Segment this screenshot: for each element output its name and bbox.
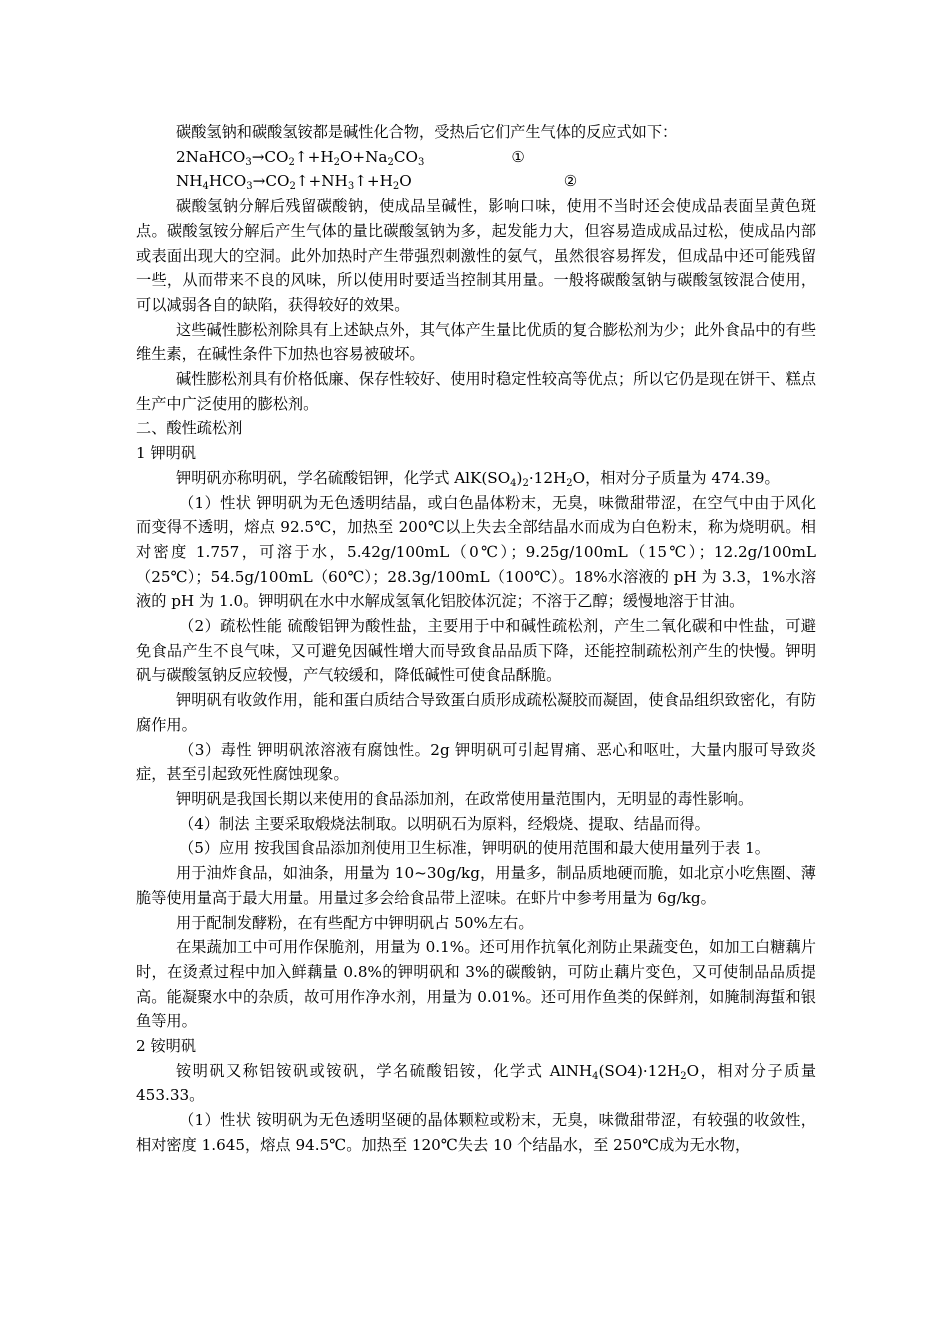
body-paragraph: （2）疏松性能 硫酸铝钾为酸性盐，主要用于中和碱性疏松剂，产生二氧化碳和中性盐，可避免食品产生不良气味，又可避免因碱性增大而导致食品品质下降，还能控制疏松剂产生的快慢。钾明矾与碳酸氢钠反应较慢，产气较缓和，降低碱性可使食品酥脆。 <box>136 617 816 685</box>
body-paragraph: 铵明矾又称铝铵矾或铵矾，学名硫酸铝铵，化学式 $AlNH_4(SO4)\cdot 12H_2O$，相对分子质量 453.33。 <box>136 1061 817 1105</box>
body-paragraph: 这些碱性膨松剂除具有上述缺点外，其气体产生量比优质的复合膨松剂为少；此外食品中的有些维生素，在碱性条件下加热也容易被破坏。 <box>136 320 816 364</box>
equation-1-formula: $2NaHCO_3\to CO_2↑+H_2O+Na_2CO_3$ <box>176 147 425 168</box>
equation-2 <box>136 169 816 194</box>
body-paragraph: （5）应用 按我国食品添加剂使用卫生标准，钾明矾的使用范围和最大使用量列于表 1。 <box>179 839 770 858</box>
body-paragraph: 钾明矾有收敛作用，能和蛋白质结合导致蛋白质形成疏松凝胶而凝固，使食品组织致密化，有防腐作用。 <box>136 691 816 734</box>
body-paragraph: 用于配制发酵粉，在有些配方中钾明矾占 50%左右。 <box>176 913 534 932</box>
body-paragraph: 在果蔬加工中可用作保脆剂，用量为 0.1%。还可用作抗氧化剂防止果蔬变色，如加工白糖藕片时，在烫煮过程中加入鲜藕量 0.8%的钾明矾和 3%的碳酸钠，可防止藕片变色，又可使制品品质提高。能凝聚水中的杂质，故可用作净水剂，用量为 0.01%。还可用作鱼类的保鲜剂，如腌制海蜇和银鱼等用。 <box>136 938 816 1031</box>
body-paragraph: （1）性状 钾明矾为无色透明结晶，或白色晶体粉末，无臭，味微甜带涩，在空气中由于风化而变得不透明，熔点 92.5℃，加热至 200℃以上失去全部结晶水而成为白色粉末，称为烧明矾。相对密度 1.757，可溶于水，5.42g/100mL（0℃）；9.25g/100mL（15℃）；12.2g/100mL（25℃）；54.5g/100mL（60℃）；28.3g/100mL（100℃）。18%水溶液的 pH 为 3.3，1%水溶液的 pH 为 1.0。钾明矾在水中水解成氢氧化铝胶体沉淀；不溶于乙醇；缓慢地溶于甘油。 <box>136 493 816 611</box>
equation-1 <box>136 145 816 170</box>
body-paragraph: 用于油炸食品，如油条，用量为 10~30g/kg，用量多，制品质地硬而脆，如北京小吃焦圈、薄脆等使用量高于最大用量。用量过多会给食品带上涩味。在虾片中参考用量为 6g/kg。 <box>136 864 816 907</box>
equation-2-number: ② <box>563 172 578 191</box>
body-paragraph: （1）性状 铵明矾为无色透明坚硬的晶体颗粒或粉末，无臭，味微甜带涩，有较强的收敛性，相对密度 1.645，熔点 94.5℃。加热至 120℃失去 10 个结晶水，至 250℃成为无水物， <box>136 1111 816 1154</box>
body-paragraph: 碱性膨松剂具有价格低廉、保存性较好、使用时稳定性较高等优点；所以它仍是现在饼干、糕点生产中广泛使用的膨松剂。 <box>136 370 816 413</box>
body-paragraph: 碳酸氢钠分解后残留碳酸钠，使成品呈碱性，影响口味，使用不当时还会使成品表面呈黄色斑点。碳酸氢铵分解后产生气体的量比碳酸氢钠为多，起发能力大，但容易造成成品过松，使成品内部或表面出现大的空洞。此外加热时产生带强烈刺激性的氨气，虽然很容易挥发，但成品中还可能残留一些，从而带来不良的风味，所以使用时要适当控制其用量。一般将碳酸氢钠与碳酸氢铵混合使用，可以减弱各自的缺陷，获得较好的效果。 <box>136 197 816 314</box>
body-paragraph: 钾明矾亦称明矾，学名硫酸铝钾，化学式 $AlK(SO_4)_2\cdot 12H_2O$，相对分子质量为 474.39。 <box>176 468 780 489</box>
intro-paragraph: 碳酸氢钠和碳酸氢铵都是碱性化合物，受热后它们产生气体的反应式如下： <box>176 123 678 141</box>
section-heading: 二、酸性疏松剂 <box>136 419 243 438</box>
body-paragraph: 钾明矾是我国长期以来使用的食品添加剂，在政常使用量范围内，无明显的毒性影响。 <box>176 789 754 808</box>
subsection-heading: 1 钾明矾 <box>136 444 197 463</box>
equation-2-formula: $NH_4HCO_3\to CO_2↑+NH_3↑+H_2O$ <box>176 172 412 193</box>
subsection-heading: 2 铵明矾 <box>136 1037 197 1056</box>
document-page <box>136 120 816 1158</box>
equation-1-number: ① <box>511 147 525 166</box>
body-paragraph: （3）毒性 钾明矾浓溶液有腐蚀性。2g 钾明矾可引起胃痛、恶心和呕吐，大量内服可导致炎症，甚至引起致死性腐蚀现象。 <box>136 740 816 784</box>
body-paragraph: （4）制法 主要采取煅烧法制取。以明矾石为原料，经煅烧、提取、结晶而得。 <box>179 814 710 833</box>
